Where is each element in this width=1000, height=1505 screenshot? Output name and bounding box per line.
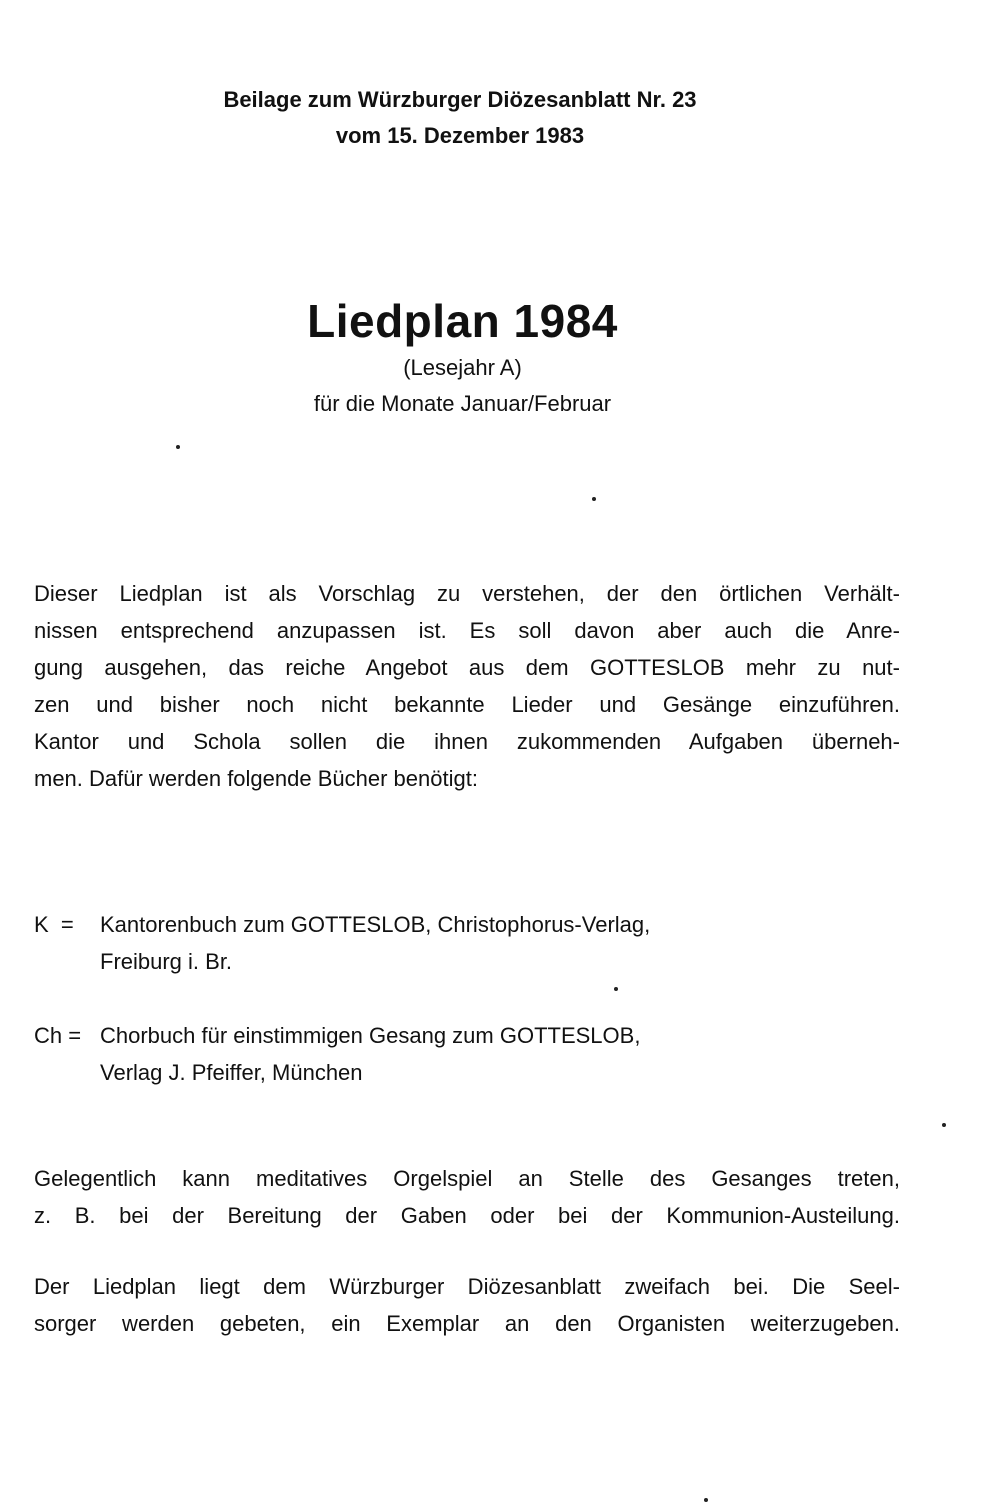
intro-line: zen und bisher noch nicht bekannte Lieder und Gesänge einzuführen.: [34, 692, 900, 717]
scan-speck: [942, 1123, 946, 1127]
subtitle-year: (Lesejahr A): [403, 355, 522, 380]
copy-note-paragraph: [34, 1268, 900, 1342]
organ-note-line: Gelegentlich kann meditatives Orgelspiel an Stelle des Gesanges treten,: [34, 1166, 900, 1191]
header-line-1: Beilage zum Würzburger Diözesanblatt Nr. 23: [223, 87, 697, 112]
intro-line: nissen entsprechend anzupassen ist. Es soll davon aber auch die Anre-: [34, 618, 900, 643]
scan-speck: [614, 987, 618, 991]
organ-note-line: z. B. bei der Bereitung der Gaben oder bei der Kommunion-Austeilung.: [34, 1203, 900, 1228]
intro-line: Dieser Liedplan ist als Vorschlag zu verstehen, der den örtlichen Verhält-: [34, 581, 900, 606]
intro-line: gung ausgehen, das reiche Angebot aus dem GOTTESLOB mehr zu nut-: [34, 655, 900, 680]
scan-speck: [176, 445, 180, 449]
book-entry-kantorenbuch: [34, 906, 900, 980]
scan-speck: [592, 497, 596, 501]
book-entry-line-1: [34, 906, 900, 943]
book-entry-line-1: [34, 1017, 900, 1054]
book-publisher: Freiburg i. Br.: [100, 949, 233, 974]
book-entry-chorbuch: [34, 1017, 900, 1091]
intro-line: men. Dafür werden folgende Bücher benötigt:: [34, 766, 478, 791]
copy-note-line: sorger werden gebeten, ein Exemplar an den Organisten weiterzugeben.: [34, 1311, 900, 1336]
header-line-2: vom 15. Dezember 1983: [335, 123, 585, 148]
book-abbreviation: K =: [34, 912, 74, 937]
organ-note-paragraph: [34, 1160, 900, 1234]
supplement-header: [0, 82, 920, 154]
copy-note-line: Der Liedplan liegt dem Würzburger Diözesanblatt zweifach bei. Die Seel-: [34, 1274, 900, 1299]
page-title: Liedplan 1984: [307, 295, 618, 347]
book-title: Kantorenbuch zum GOTTESLOB, Christophorus-Verlag,: [100, 912, 651, 937]
scan-speck: [704, 1498, 708, 1502]
subtitle-months: für die Monate Januar/Februar: [313, 391, 612, 416]
intro-paragraph: [34, 575, 900, 797]
title-block: [0, 292, 925, 422]
book-publisher: Verlag J. Pfeiffer, München: [100, 1060, 363, 1085]
intro-line: Kantor und Schola sollen die ihnen zukommenden Aufgaben überneh-: [34, 729, 900, 754]
book-abbreviation: Ch =: [34, 1023, 82, 1048]
book-title: Chorbuch für einstimmigen Gesang zum GOTTESLOB,: [100, 1023, 641, 1048]
